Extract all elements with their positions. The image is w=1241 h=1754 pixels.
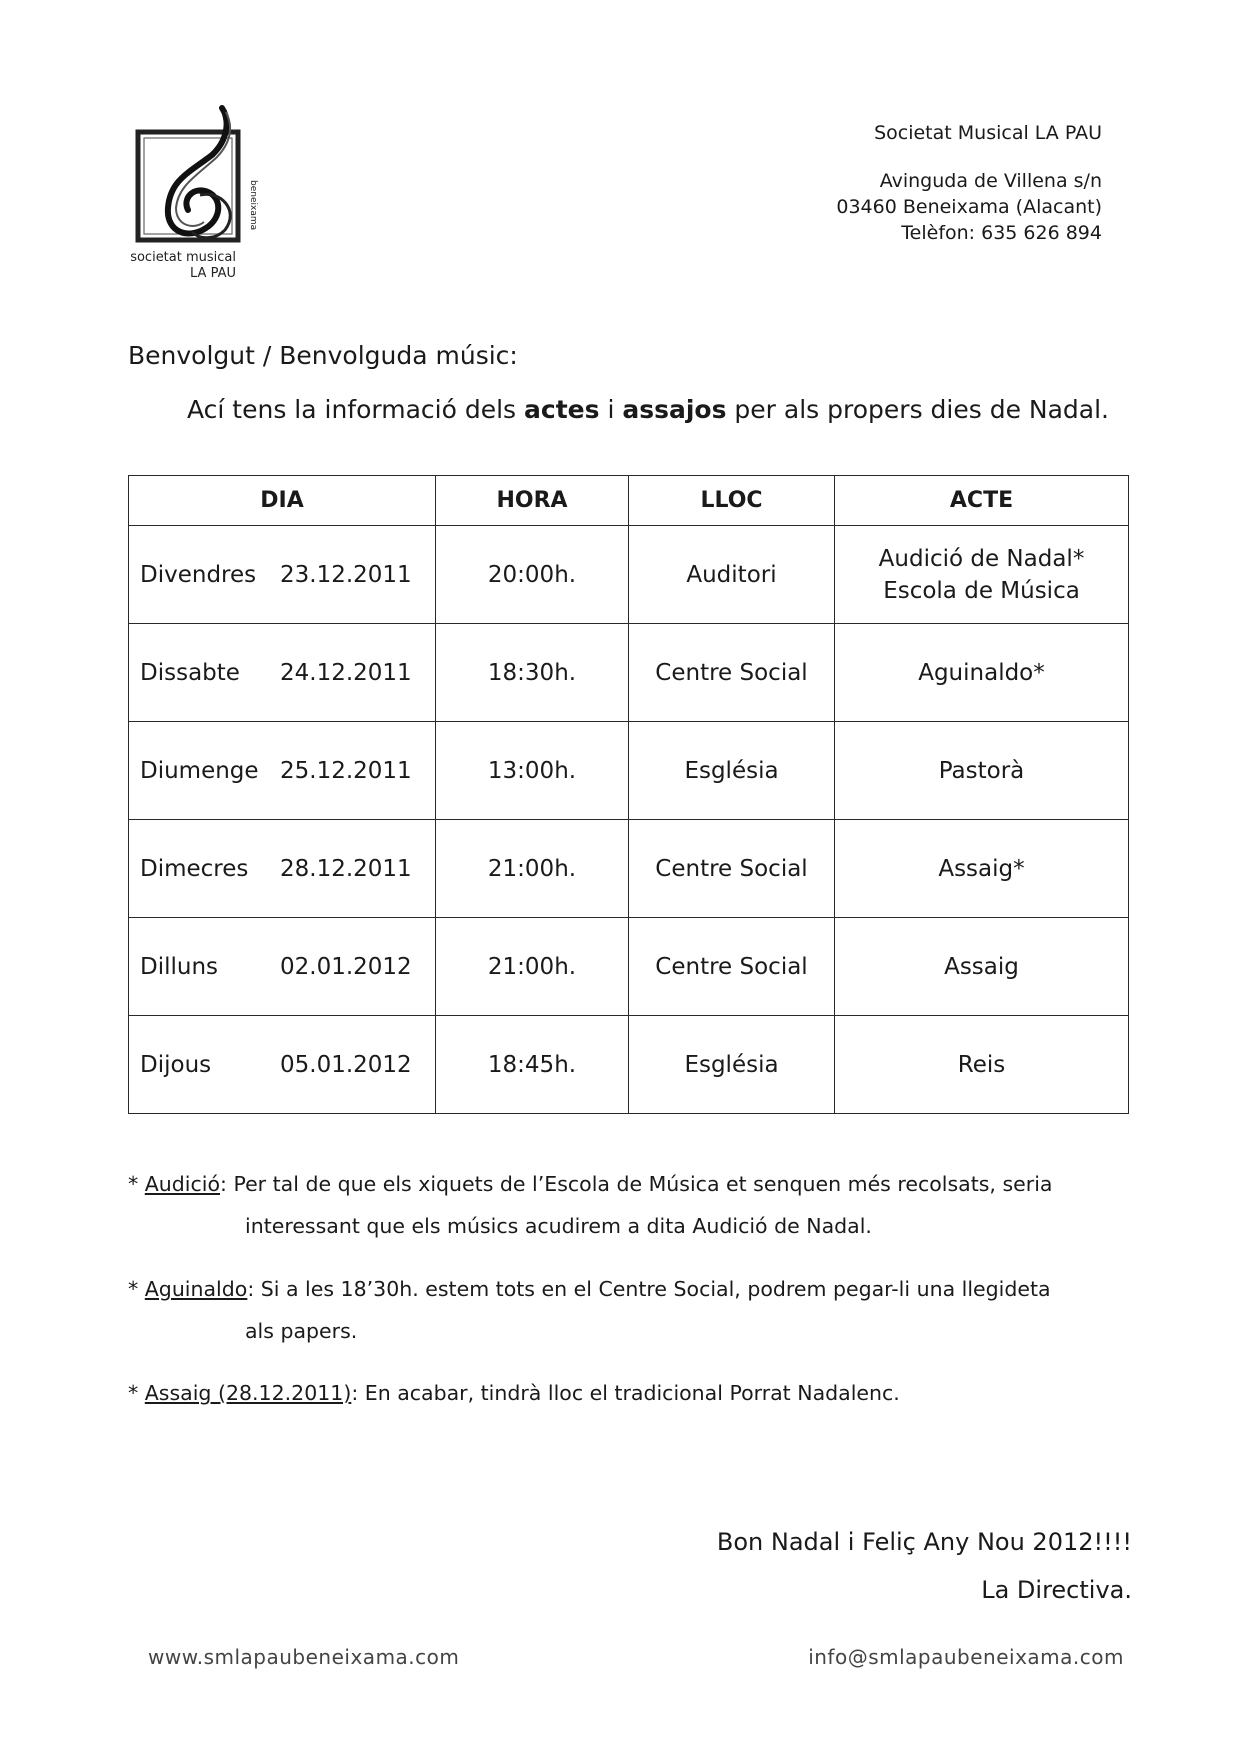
cell-hora: 21:00h.	[436, 918, 629, 1016]
greeting: Benvolgut / Benvolguda músic:	[128, 341, 518, 370]
address-city: 03460 Beneixama (Alacant)	[836, 196, 1102, 218]
intro-bold-actes: actes	[524, 395, 600, 424]
header-dia: DIA	[129, 476, 436, 526]
note-label: Audició	[144, 1172, 221, 1196]
cell-acte: Assaig	[835, 918, 1129, 1016]
cell-acte: Pastorà	[835, 722, 1129, 820]
footer-website[interactable]: www.smlapaubeneixama.com	[148, 1645, 460, 1669]
note-star: *	[128, 1381, 145, 1405]
event-line1: Audició de Nadal*	[878, 545, 1085, 572]
cell-hora: 18:30h.	[436, 624, 629, 722]
header-acte: ACTE	[835, 476, 1129, 526]
cell-lloc: Centre Social	[629, 918, 835, 1016]
footnote-audicio	[128, 1163, 1128, 1247]
schedule-table	[128, 475, 1129, 1114]
date: 28.12.2011	[280, 855, 412, 882]
cell-acte: Reis	[835, 1016, 1129, 1114]
date: 05.01.2012	[280, 1051, 412, 1078]
date: 24.12.2011	[280, 659, 412, 686]
footnote-aguinaldo	[128, 1268, 1128, 1352]
address-street: Avinguda de Villena s/n	[879, 170, 1102, 192]
cell-dia	[129, 918, 436, 1016]
table-row	[129, 624, 1129, 722]
date: 23.12.2011	[280, 561, 412, 588]
date: 02.01.2012	[280, 953, 412, 980]
note-text: : Si a les 18’30h. estem tots en el Centre Social, podrem pegar-li una llegideta	[247, 1277, 1051, 1301]
intro-part3: per als propers dies de Nadal.	[726, 395, 1110, 424]
day-name: Dijous	[140, 1051, 212, 1078]
table-header-row	[129, 476, 1129, 526]
cell-acte: Assaig*	[835, 820, 1129, 918]
closing-signature: La Directiva.	[981, 1576, 1132, 1604]
logo-line1: societat musical	[130, 250, 236, 265]
note-star: *	[128, 1277, 145, 1301]
event-line2: Escola de Música	[883, 577, 1080, 604]
intro-bold-assajos: assajos	[622, 395, 727, 424]
footer-email[interactable]: info@smlapaubeneixama.com	[808, 1645, 1124, 1669]
note-label: Aguinaldo	[144, 1277, 248, 1301]
table-row	[129, 1016, 1129, 1114]
table-row	[129, 918, 1129, 1016]
cell-hora: 20:00h.	[436, 526, 629, 624]
cell-lloc: Auditori	[629, 526, 835, 624]
cell-acte	[835, 526, 1129, 624]
cell-lloc: Església	[629, 722, 835, 820]
cell-lloc: Centre Social	[629, 820, 835, 918]
cell-dia	[129, 624, 436, 722]
note-star: *	[128, 1172, 145, 1196]
day-name: Divendres	[140, 561, 257, 588]
cell-acte: Aguinaldo*	[835, 624, 1129, 722]
society-logo	[130, 100, 290, 300]
closing-wish: Bon Nadal i Feliç Any Nou 2012!!!!	[716, 1528, 1132, 1556]
cell-hora: 18:45h.	[436, 1016, 629, 1114]
logo-line2: LA PAU	[190, 266, 236, 281]
date: 25.12.2011	[280, 757, 412, 784]
note-label: Assaig (28.12.2011)	[144, 1381, 352, 1405]
day-name: Dimecres	[140, 855, 249, 882]
cell-lloc: Centre Social	[629, 624, 835, 722]
logo-side-text: beneixama	[248, 180, 258, 231]
cell-hora: 13:00h.	[436, 722, 629, 820]
phone-number: Telèfon: 635 626 894	[901, 222, 1102, 244]
header-lloc: LLOC	[629, 476, 835, 526]
note-text: : En acabar, tindrà lloc el tradicional Porrat Nadalenc.	[351, 1381, 900, 1405]
cell-hora: 21:00h.	[436, 820, 629, 918]
day-name: Dilluns	[140, 953, 219, 980]
cell-dia	[129, 526, 436, 624]
intro-text	[187, 394, 1109, 426]
intro-part1: Ací tens la informació dels	[187, 395, 525, 424]
note-continuation: interessant que els músics acudirem a dita Audició de Nadal.	[245, 1214, 872, 1238]
cell-lloc: Església	[629, 1016, 835, 1114]
table-row	[129, 722, 1129, 820]
footnote-assaig	[128, 1372, 1128, 1414]
note-continuation: als papers.	[245, 1319, 358, 1343]
note-text: : Per tal de que els xiquets de l’Escola de Música et senquen més recolsats, seria	[220, 1172, 1053, 1196]
closing-block	[717, 1518, 1132, 1614]
table-row	[129, 526, 1129, 624]
day-name: Dissabte	[140, 659, 240, 686]
cell-dia	[129, 820, 436, 918]
table-row	[129, 820, 1129, 918]
day-name: Diumenge	[140, 757, 259, 784]
header-hora: HORA	[436, 476, 629, 526]
cell-dia	[129, 1016, 436, 1114]
org-name: Societat Musical LA PAU	[874, 122, 1102, 144]
organization-address	[742, 120, 1102, 246]
cell-dia	[129, 722, 436, 820]
intro-part2: i	[599, 395, 623, 424]
